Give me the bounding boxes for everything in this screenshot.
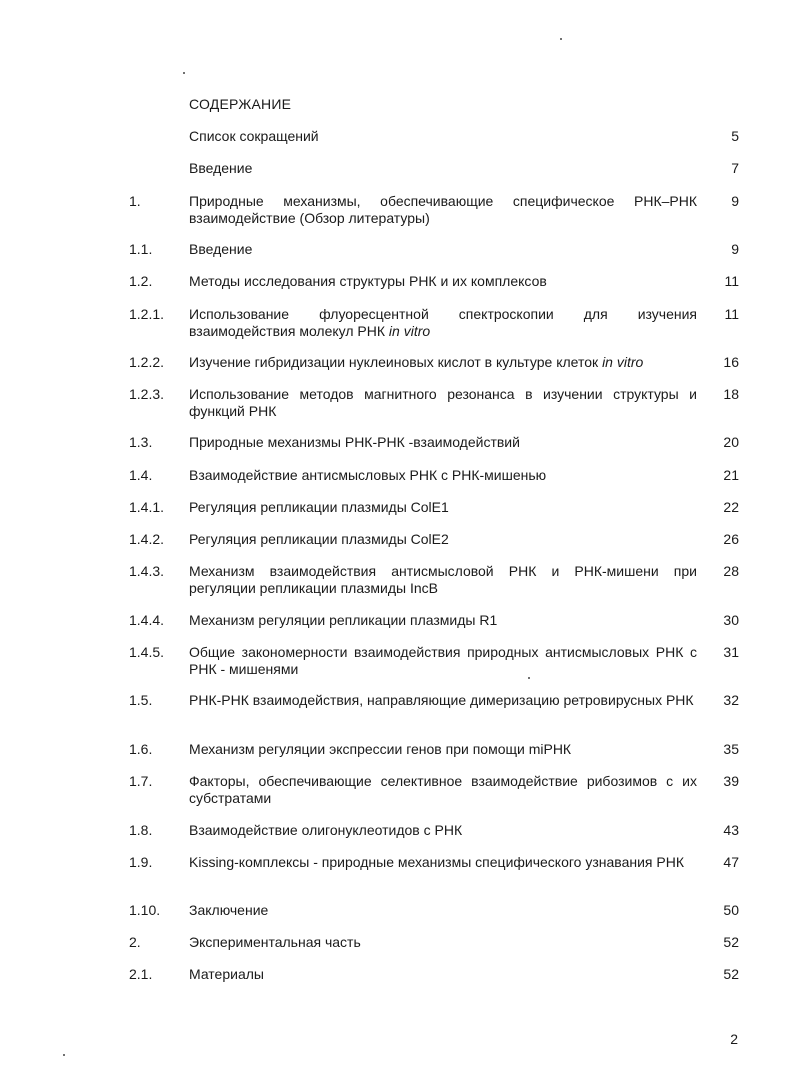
entry-number: 1.10. bbox=[129, 902, 161, 918]
entry-page: 22 bbox=[723, 499, 739, 515]
entry-page: 39 bbox=[723, 773, 739, 789]
entry-number: 1.9. bbox=[129, 854, 153, 870]
entry-page: 21 bbox=[723, 467, 739, 483]
entry-title: Механизм взаимодействия антисмысловой РНК и РНК-мишени при регуляции репликации плазмиды IncB bbox=[189, 563, 697, 596]
entry-number: 1.4.4. bbox=[129, 612, 165, 628]
entry-page: 5 bbox=[731, 128, 739, 144]
entry-title: Механизм регуляции репликации плазмиды R1 bbox=[189, 612, 498, 628]
entry-title: Факторы, обеспечивающие селективное взаимодействие рибозимов с их субстратами bbox=[189, 773, 697, 806]
entry-page: 30 bbox=[723, 612, 739, 628]
entry-page: 28 bbox=[723, 563, 739, 579]
entry-page: 26 bbox=[723, 531, 739, 547]
entry-page: 52 bbox=[723, 966, 739, 982]
page-number: 2 bbox=[730, 1031, 738, 1047]
entry-title: Введение bbox=[189, 160, 253, 176]
scan-speck bbox=[183, 72, 185, 74]
entry-title: Регуляция репликации плазмиды ColE1 bbox=[189, 499, 449, 515]
entry-title: Взаимодействие олигонуклеотидов с РНК bbox=[189, 822, 463, 838]
entry-number: 1.4.1. bbox=[129, 499, 165, 515]
entry-title: Список сокращений bbox=[189, 128, 319, 144]
toc-title: СОДЕРЖАНИЕ bbox=[189, 96, 292, 112]
entry-number: 1.1. bbox=[129, 241, 153, 257]
entry-page: 50 bbox=[723, 902, 739, 918]
entry-title: Взаимодействие антисмысловых РНК с РНК-мишенью bbox=[189, 467, 547, 483]
entry-number: 1.6. bbox=[129, 741, 153, 757]
entry-number: 1.4.3. bbox=[129, 563, 165, 579]
entry-title: Природные механизмы, обеспечивающие специфическое РНК–РНК взаимодействие (Обзор литературы) bbox=[189, 193, 697, 226]
entry-page: 16 bbox=[723, 354, 739, 370]
scan-speck bbox=[63, 1054, 65, 1056]
entry-title: Заключение bbox=[189, 902, 269, 918]
entry-title: Введение bbox=[189, 241, 253, 257]
scan-speck bbox=[528, 677, 530, 679]
entry-page: 7 bbox=[731, 160, 739, 176]
entry-page: 11 bbox=[724, 306, 739, 322]
entry-number: 1.3. bbox=[129, 434, 153, 450]
entry-title: Kissing-комплексы - природные механизмы специфического узнавания РНК bbox=[189, 854, 684, 870]
entry-number: 1.2.1. bbox=[129, 306, 165, 322]
entry-number: 1. bbox=[129, 193, 141, 209]
entry-page: 35 bbox=[723, 741, 739, 757]
entry-page: 32 bbox=[723, 692, 739, 708]
entry-number: 1.8. bbox=[129, 822, 153, 838]
scan-speck bbox=[560, 38, 562, 40]
entry-page: 47 bbox=[723, 854, 739, 870]
entry-title: РНК-РНК взаимодействия, направляющие димеризацию ретровирусных РНК bbox=[189, 692, 694, 708]
entry-number: 1.4. bbox=[129, 467, 153, 483]
entry-number: 2. bbox=[129, 934, 141, 950]
entry-title: Материалы bbox=[189, 966, 264, 982]
entry-number: 1.5. bbox=[129, 692, 153, 708]
entry-title: Изучение гибридизации нуклеиновых кислот в культуре клеток in vitro bbox=[189, 354, 644, 370]
entry-title: Использование флуоресцентной спектроскопии для изучения взаимодействия молекул РНК in vitro bbox=[189, 306, 697, 339]
entry-number: 1.7. bbox=[129, 773, 153, 789]
entry-title: Использование методов магнитного резонанса в изучении структуры и функций РНК bbox=[189, 386, 697, 419]
entry-page: 43 bbox=[723, 822, 739, 838]
entry-page: 31 bbox=[723, 644, 739, 660]
entry-number: 1.4.2. bbox=[129, 531, 165, 547]
entry-title: Регуляция репликации плазмиды ColE2 bbox=[189, 531, 449, 547]
entry-page: 9 bbox=[731, 193, 739, 209]
entry-number: 1.4.5. bbox=[129, 644, 165, 660]
entry-number: 1.2.3. bbox=[129, 386, 165, 402]
entry-number: 2.1. bbox=[129, 966, 153, 982]
entry-title: Методы исследования структуры РНК и их комплексов bbox=[189, 273, 547, 289]
entry-page: 20 bbox=[723, 434, 739, 450]
entry-number: 1.2.2. bbox=[129, 354, 165, 370]
entry-page: 18 bbox=[723, 386, 739, 402]
entry-page: 9 bbox=[731, 241, 739, 257]
entry-title: Природные механизмы РНК-РНК -взаимодействий bbox=[189, 434, 520, 450]
entry-title: Общие закономерности взаимодействия природных антисмысловых РНК с РНК - мишенями bbox=[189, 644, 697, 677]
entry-number: 1.2. bbox=[129, 273, 153, 289]
entry-page: 11 bbox=[724, 273, 739, 289]
entry-page: 52 bbox=[723, 934, 739, 950]
entry-title: Механизм регуляции экспрессии генов при помощи miРНК bbox=[189, 741, 572, 757]
entry-title: Экспериментальная часть bbox=[189, 934, 361, 950]
